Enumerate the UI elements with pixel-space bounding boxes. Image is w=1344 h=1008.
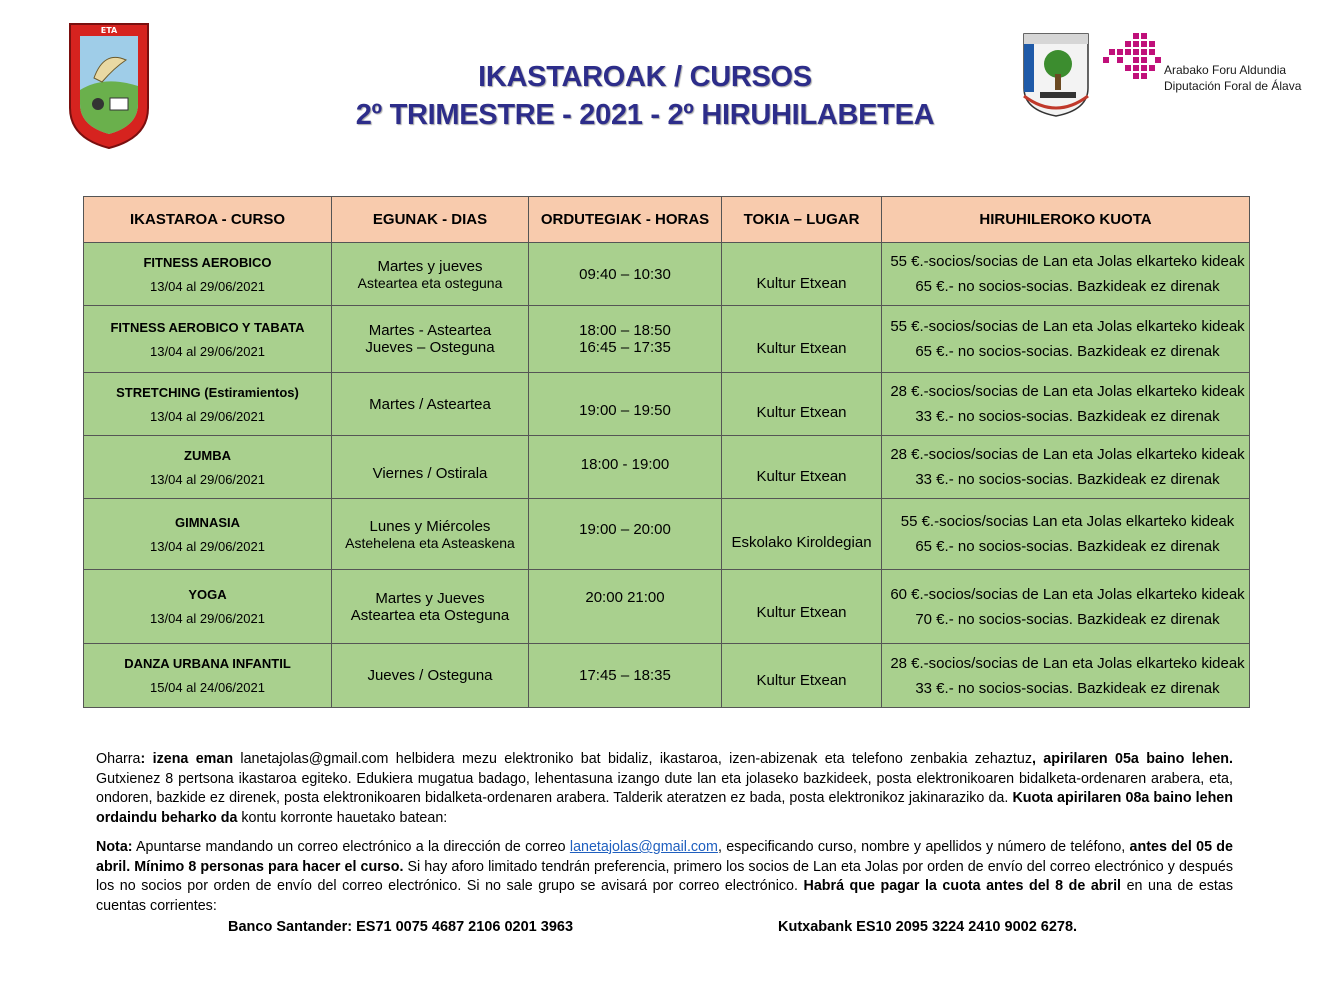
hours-line: 18:00 - 19:00 — [580, 455, 670, 473]
fee-member: 55 €.-socios/socias de Lan eta Jolas elkarteko kideak — [890, 318, 1245, 335]
title-line-2: 2º TRIMESTRE - 2021 - 2º HIRUHILABETEA — [355, 99, 935, 131]
page-title — [300, 58, 990, 134]
course-dates: 13/04 al 29/06/2021 — [150, 343, 265, 359]
fee-non-member: 33 €.- no socios-socias. Bazkideak ez direnak — [915, 471, 1220, 488]
course-cell — [84, 373, 332, 436]
course-cell — [84, 499, 332, 570]
course-dates: 13/04 al 29/06/2021 — [150, 278, 265, 294]
table-row — [84, 243, 1250, 306]
days-cell — [332, 436, 529, 499]
hours-cell — [529, 243, 722, 306]
days-line: Martes / Asteartea — [369, 395, 491, 413]
header-hours: ORDUTEGIAK - HORAS — [529, 197, 722, 243]
table-row — [84, 373, 1250, 436]
hours-cell — [529, 499, 722, 570]
note-eu-colon: : — [140, 751, 153, 767]
course-name: FITNESS AEROBICO — [143, 254, 272, 270]
title-line-1: IKASTAROAK / CURSOS — [478, 61, 812, 93]
note-eu-text: lanetajolas@gmail.com helbidera mezu elektroniko bat bidaliz, ikastaroa, izen-abizenak eta telefono zenbakia zehaztuz — [233, 751, 1032, 767]
crest-text: ETA — [100, 26, 118, 35]
place-cell: Kultur Etxean — [722, 243, 882, 306]
note-es-text: Apuntarse mandando un correo electrónico a la dirección de correo — [132, 839, 570, 855]
table-row — [84, 499, 1250, 570]
courses-table — [83, 196, 1250, 708]
fee-cell — [882, 644, 1250, 708]
hours-cell — [529, 436, 722, 499]
header-place: TOKIA – LUGAR — [722, 197, 882, 243]
header-fee: HIRUHILEROKO KUOTA — [882, 197, 1250, 243]
days-cell — [332, 644, 529, 708]
note-es-text: , especificando curso, nombre y apellidos y número de teléfono, — [717, 839, 1130, 855]
fee-member: 28 €.-socios/socias de Lan eta Jolas elkarteko kideak — [890, 383, 1245, 400]
fee-cell — [882, 243, 1250, 306]
hours-line: 17:45 – 18:35 — [579, 667, 671, 684]
days-cell — [332, 306, 529, 373]
hours-cell — [529, 644, 722, 708]
header-days: EGUNAK - DIAS — [332, 197, 529, 243]
note-basque — [96, 750, 1233, 828]
note-es-text: Si hay aforo limitado tendrán preferencia, primero los socios de Lan eta Jolas por orden de envío del correo electrónico y después los no socios por orden de envío del correo electrónico. Si no sale grupo se avisará por correo electrónico. — [96, 858, 1233, 894]
fee-non-member: 33 €.- no socios-socias. Bazkideak ez direnak — [915, 679, 1220, 697]
lan-eta-jolas-crest-logo — [64, 20, 154, 150]
hours-line: 19:00 – 20:00 — [579, 520, 671, 538]
days-line: Martes y jueves — [377, 257, 483, 275]
table-row — [84, 644, 1250, 708]
hours-cell — [529, 570, 722, 644]
email-link[interactable]: lanetajolas@gmail.com — [569, 839, 718, 855]
note-eu-text: Gutxienez 8 pertsona ikastaroa egiteko. Edukiera mugatua badago, lehentasuna izango dute lan eta jolaseko bazkideek, posta elektronikoaren bidalketa-ordenaren arabera, eta, ondoren, bazkide ez direnek, posta elektronikoaren bidalketa-ordenaren arabera. Talderik ateratzen ez bada, posta elektronikoz jakinaraziko da. — [96, 770, 1233, 806]
table-row — [84, 570, 1250, 644]
days-cell — [332, 499, 529, 570]
days-line: Asteartea eta osteguna — [357, 274, 503, 291]
days-cell — [332, 570, 529, 644]
course-cell — [84, 570, 332, 644]
hours-line: 09:40 – 10:30 — [579, 265, 671, 283]
fee-member: 28 €.-socios/socias de Lan eta Jolas elkarteko kideak — [890, 654, 1245, 672]
note-eu-bold: , apirilaren 05a baino lehen. — [1031, 751, 1234, 767]
days-line: Jueves / Osteguna — [367, 667, 493, 684]
course-name: FITNESS AEROBICO Y TABATA — [110, 319, 305, 335]
fee-member: 55 €.-socios/socias Lan eta Jolas elkarteko kideak — [900, 513, 1235, 530]
days-cell — [332, 373, 529, 436]
fee-member: 28 €.-socios/socias de Lan eta Jolas elkarteko kideak — [890, 446, 1245, 463]
fee-cell — [882, 373, 1250, 436]
fee-non-member: 70 €.- no socios-socias. Bazkideak ez direnak — [915, 610, 1220, 628]
course-name: ZUMBA — [184, 447, 231, 463]
fee-non-member: 65 €.- no socios-socias. Bazkideak ez direnak — [915, 278, 1220, 295]
note-es-bold: Habrá que pagar la cuota antes del 8 de abril — [803, 878, 1122, 894]
days-line: Jueves – Osteguna — [365, 339, 495, 356]
place-cell: Kultur Etxean — [722, 644, 882, 708]
hours-cell — [529, 306, 722, 373]
course-dates: 13/04 al 29/06/2021 — [150, 611, 265, 626]
days-line: Martes y Jueves — [375, 589, 485, 607]
place-cell: Kultur Etxean — [722, 570, 882, 644]
fee-cell — [882, 499, 1250, 570]
table-header-row — [84, 197, 1250, 243]
course-dates: 15/04 al 24/06/2021 — [150, 680, 265, 695]
diputacion-foral-text — [1164, 62, 1301, 94]
fee-cell — [882, 570, 1250, 644]
municipal-crest-logo — [1020, 30, 1092, 118]
days-line: Lunes y Miércoles — [369, 517, 491, 535]
days-cell — [332, 243, 529, 306]
course-dates: 13/04 al 29/06/2021 — [150, 471, 265, 487]
note-es-bold: antes del 05 de abril. Mínimo 8 personas para hacer el curso. — [96, 839, 1233, 875]
course-dates: 13/04 al 29/06/2021 — [150, 538, 265, 554]
course-name: GIMNASIA — [175, 514, 240, 530]
course-cell — [84, 436, 332, 499]
days-line: Martes - Asteartea — [368, 322, 492, 339]
place-cell: Kultur Etxean — [722, 306, 882, 373]
place-cell: Kultur Etxean — [722, 373, 882, 436]
fee-member: 60 €.-socios/socias de Lan eta Jolas elkarteko kideak — [890, 585, 1245, 603]
diputacion-foral-logo — [1103, 33, 1161, 83]
hours-line: 20:00 21:00 — [585, 589, 665, 606]
days-line: Asteartea eta Osteguna — [350, 606, 510, 624]
note-eu-bold: Kuota apirilaren 08a baino lehen ordaindu beharko da — [96, 790, 1233, 826]
course-name: YOGA — [188, 587, 227, 602]
note-eu-bold: izena eman — [152, 751, 234, 767]
dfa-line-2: Diputación Foral de Álava — [1164, 79, 1302, 93]
course-cell — [84, 243, 332, 306]
fee-cell — [882, 306, 1250, 373]
course-cell — [84, 306, 332, 373]
dfa-line-1: Arabako Foru Aldundia — [1164, 63, 1287, 77]
course-name: DANZA URBANA INFANTIL — [124, 656, 291, 671]
hours-line: 18:00 – 18:50 — [579, 322, 671, 339]
days-line: Astehelena eta Asteaskena — [345, 534, 515, 551]
course-dates: 13/04 al 29/06/2021 — [150, 408, 265, 424]
note-es-text: en una de estas cuentas corrientes: — [96, 878, 1233, 914]
fee-non-member: 65 €.- no socios-socias. Bazkideak ez direnak — [915, 343, 1220, 360]
notes-section — [96, 750, 1233, 926]
hours-line: 16:45 – 17:35 — [579, 339, 671, 356]
fee-non-member: 65 €.- no socios-socias. Bazkideak ez direnak — [915, 538, 1220, 555]
days-line: Viernes / Ostirala — [372, 464, 488, 482]
course-name: STRETCHING (Estiramientos) — [116, 384, 299, 400]
header-course: IKASTAROA - CURSO — [84, 197, 332, 243]
fee-cell — [882, 436, 1250, 499]
account-santander: Banco Santander: ES71 0075 4687 2106 0201 3963 — [228, 919, 574, 935]
account-kutxabank: Kutxabank ES10 2095 3224 2410 9002 6278. — [778, 919, 1078, 935]
table-row — [84, 306, 1250, 373]
hours-cell — [529, 373, 722, 436]
fee-member: 55 €.-socios/socias de Lan eta Jolas elkarteko kideak — [890, 253, 1245, 270]
note-eu-label: Oharra — [96, 751, 141, 767]
table-row — [84, 436, 1250, 499]
place-cell: Kultur Etxean — [722, 436, 882, 499]
hours-line: 19:00 – 19:50 — [579, 401, 671, 419]
fee-non-member: 33 €.- no socios-socias. Bazkideak ez direnak — [915, 408, 1220, 425]
note-spanish — [96, 838, 1233, 916]
place-cell: Eskolako Kiroldegian — [722, 499, 882, 570]
note-es-label: Nota: — [96, 839, 133, 855]
course-cell — [84, 644, 332, 708]
note-eu-text: kontu korronte hauetako batean: — [237, 809, 448, 826]
